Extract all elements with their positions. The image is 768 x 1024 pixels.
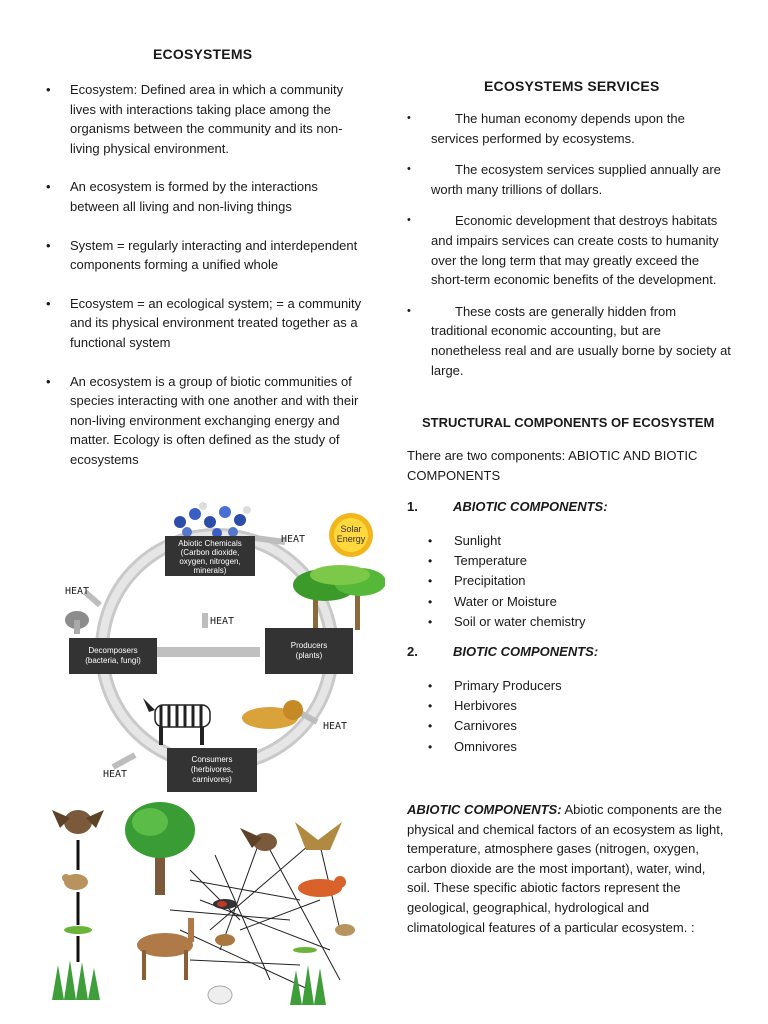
bullet-glyph: •	[46, 295, 51, 311]
heat-label: HEAT	[210, 616, 235, 627]
bullet-glyph: •	[428, 719, 433, 734]
components-intro: There are two components: ABIOTIC AND BIOTIC COMPONENTS	[407, 448, 698, 483]
list-item: • Ecosystem = an ecological system; = a community and its physical environment treated together as a functional system	[46, 295, 362, 350]
bullet-glyph: •	[428, 554, 433, 569]
list-item: • Temperature	[454, 551, 585, 571]
owl-icon	[52, 810, 104, 834]
bird-icon	[213, 899, 237, 909]
ecosystem-services-title: ECOSYSTEMS SERVICES	[484, 78, 660, 94]
list-item: • Sunlight	[454, 531, 585, 551]
mouse-icon	[62, 874, 88, 890]
bullet-glyph: •	[407, 163, 411, 176]
list-item: • Primary Producers	[454, 676, 562, 696]
ecosystem-services-list	[407, 109, 731, 392]
heat-label: HEAT	[281, 534, 306, 545]
list-item: • Economic development that destroys habitats and impairs services can create costs to humanity over the long term that may greatly exceed the short-term economic benefits of the development.	[407, 213, 719, 288]
bullet-glyph: •	[428, 534, 433, 548]
bullet-glyph: •	[46, 179, 51, 195]
bullet-glyph: •	[428, 699, 433, 714]
ecosystems-title: ECOSYSTEMS	[153, 46, 253, 62]
fox-icon	[298, 876, 346, 897]
bullet-glyph: •	[428, 594, 433, 609]
eagle-icon	[295, 822, 342, 850]
hawk-icon	[240, 828, 277, 851]
rabbit-icon	[208, 986, 232, 1004]
list-item: • The human economy depends upon the services performed by ecosystems.	[407, 111, 685, 146]
decomposers-box-line2: (bacteria, fungi)	[85, 656, 141, 665]
tree-icon	[125, 802, 195, 895]
abiotic-box-line3: oxygen, nitrogen,	[179, 557, 241, 566]
abiotic-definition-label: ABIOTIC COMPONENTS:	[407, 802, 562, 817]
abiotic-box-line1: Abiotic Chemicals	[178, 539, 242, 548]
abiotic-box-line4: minerals)	[193, 566, 227, 575]
grass-icon	[290, 965, 326, 1005]
consumers-box-line3: carnivores)	[192, 775, 232, 784]
producers-box-line2: (plants)	[295, 651, 323, 660]
mouse-icon	[335, 924, 355, 936]
list-item: • Precipitation	[454, 571, 585, 591]
list-item: • Soil or water chemistry	[454, 612, 585, 632]
heat-label: HEAT	[103, 769, 128, 780]
lion-icon	[242, 700, 303, 729]
biotic-list	[428, 676, 562, 757]
decomposers-box-line1: Decomposers	[88, 646, 138, 655]
ecosystem-cycle-diagram	[55, 500, 385, 795]
abiotic-list	[428, 531, 586, 632]
heat-label: HEAT	[323, 721, 348, 732]
list-item: • An ecosystem is formed by the interactions between all living and non-living things	[46, 179, 318, 214]
abiotic-definition-paragraph	[407, 800, 725, 937]
grasshopper-icon	[293, 947, 317, 953]
list-item: • Herbivores	[454, 696, 562, 716]
biotic-components-heading: BIOTIC COMPONENTS:	[453, 644, 599, 659]
list-item: • Omnivores	[454, 737, 562, 757]
bullet-glyph: •	[407, 304, 411, 317]
list-item: • Water or Moisture	[454, 592, 585, 612]
bullet-glyph: •	[428, 679, 433, 693]
solar-energy-line2: Energy	[336, 534, 366, 544]
bullet-glyph: •	[428, 614, 433, 629]
abiotic-number: 1.	[407, 499, 418, 514]
list-item: • An ecosystem is a group of biotic communities of species interacting with one another and with their non-living environment exchanging energy and matter. Ecology is often defined as the study of ecosystems	[46, 373, 359, 467]
list-item: • These costs are generally hidden from traditional economic accounting, but are nonetheless real and are usually borne by society at large.	[407, 303, 731, 378]
trees-icon	[293, 565, 385, 630]
biotic-number: 2.	[407, 644, 418, 659]
abiotic-definition-text: Abiotic components are the physical and chemical factors of an ecosystem as light, temperature, atmosphere gases (nitrogen, oxygen, carbon dioxide are the most important), water, wind, soil. These specific abiotic factors represent the geological, geographical, hydrological and climatological features of a particular ecosystem. :	[407, 802, 724, 935]
bullet-glyph: •	[46, 82, 51, 97]
structural-components-title: STRUCTURAL COMPONENTS OF ECOSYSTEM	[422, 415, 715, 430]
solar-energy-line1: Solar	[340, 524, 362, 534]
bullet-glyph: •	[407, 214, 411, 227]
bullet-glyph: •	[46, 237, 51, 253]
consumers-box-line1: Consumers	[191, 755, 233, 764]
producers-box-line1: Producers	[290, 641, 328, 650]
bullet-glyph: •	[46, 373, 51, 389]
list-item: • Ecosystem: Defined area in which a community lives with interactions taking place among the organisms between the community and its non-living physical environment.	[46, 82, 344, 156]
ecosystems-bullet-list	[46, 80, 366, 489]
bullet-glyph: •	[407, 112, 411, 124]
consumers-box-line2: (herbivores,	[190, 765, 234, 774]
grasshopper-icon	[64, 926, 92, 934]
list-item: • Carnivores	[454, 716, 562, 736]
abiotic-box-line2: (Carbon dioxide,	[180, 548, 240, 557]
abiotic-components-heading: ABIOTIC COMPONENTS:	[453, 499, 608, 514]
bullet-glyph: •	[428, 574, 433, 589]
grass-icon	[52, 960, 100, 1000]
bullet-glyph: •	[428, 739, 433, 754]
food-web-illustration	[40, 800, 370, 1015]
heat-label: HEAT	[65, 586, 90, 597]
deer-icon	[137, 918, 194, 980]
food-web-links	[170, 840, 340, 990]
list-item: • The ecosystem services supplied annually are worth many trillions of dollars.	[407, 162, 721, 197]
list-item: • System = regularly interacting and interdependent components forming a unified whole	[46, 237, 358, 273]
mushroom-icon	[65, 611, 89, 634]
chipmunk-icon	[215, 934, 235, 946]
